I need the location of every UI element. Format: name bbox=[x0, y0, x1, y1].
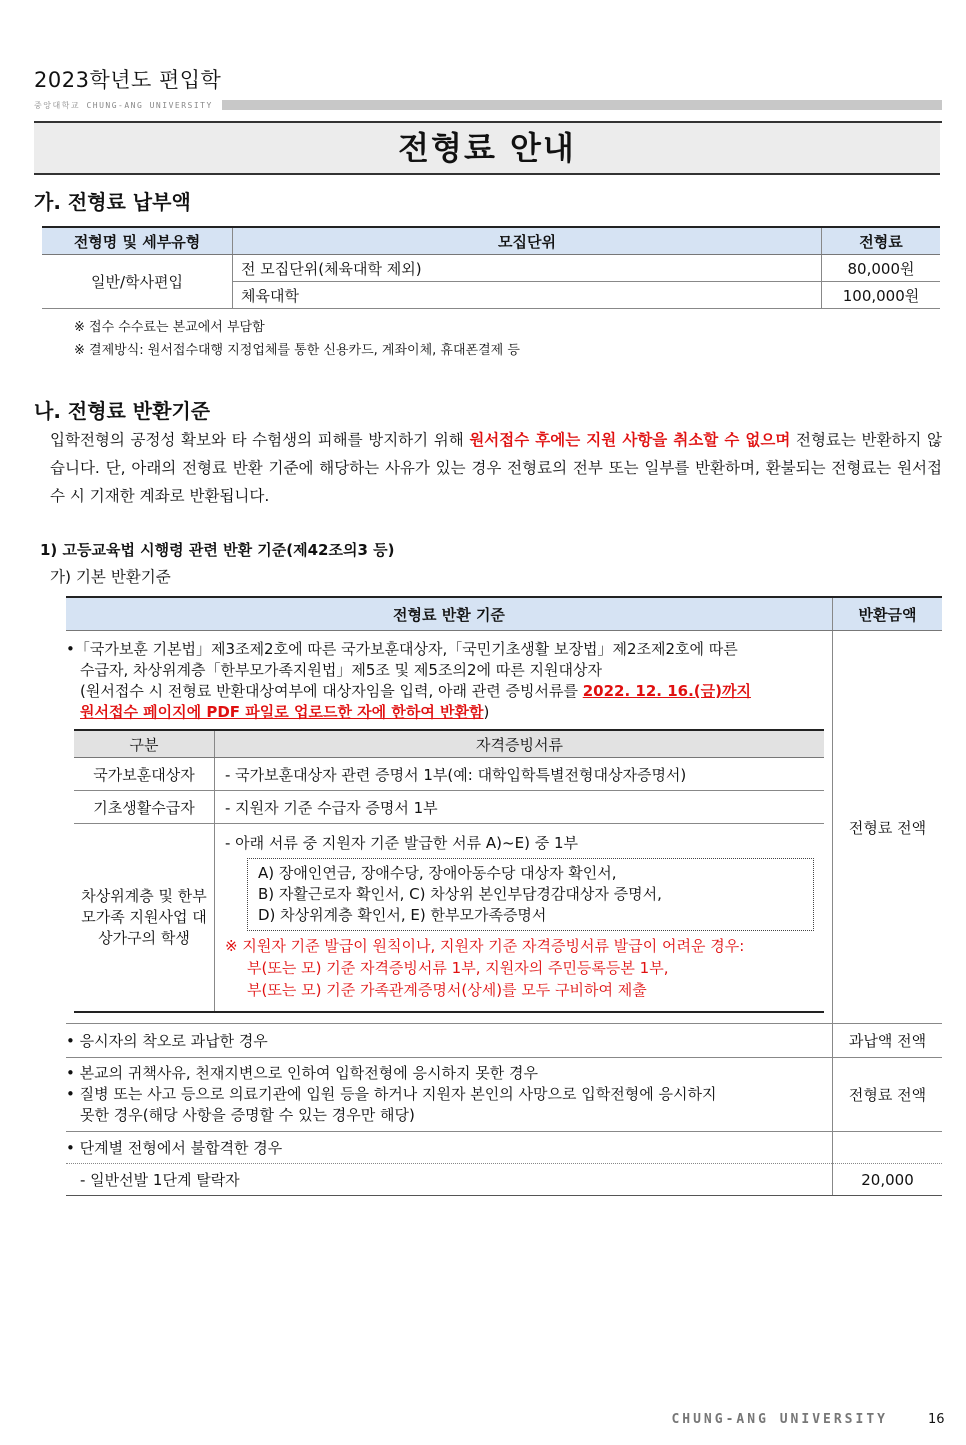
refund-paragraph: 입학전형의 공정성 확보와 타 수험생의 피해를 방지하기 위해 원서접수 후에는 지원 사항을 취소할 수 없으며 전형료는 반환하지 않습니다. 단, 아래의 전형료 반환 기준에 해당하는 사유가 있는 경우 전형료의 전부 또는 일부를 반환하며, 환불되는 전형료는 원서접수 시 기재한 계좌로 반환됩니다. bbox=[50, 431, 942, 505]
criteria-line: • 단계별 전형에서 불합격한 경우 bbox=[66, 1132, 833, 1164]
fee-table-header: 모집단위 bbox=[233, 227, 822, 255]
criteria-line: •「국가보훈 기본법」제3조제2호에 따른 국가보훈대상자,「국민기초생활 보장법」제2조제2호에 따른 bbox=[66, 640, 738, 658]
fee-amount: 100,000원 bbox=[822, 282, 941, 309]
fee-amount: 80,000원 bbox=[822, 255, 941, 282]
documents-table bbox=[74, 729, 824, 1013]
page-title: 전형료 안내 bbox=[34, 123, 940, 175]
documents-item: - 아래 서류 중 지원자 기준 발급한 서류 A)~E) 중 1부 bbox=[225, 834, 578, 852]
fee-table-header: 전형료 bbox=[822, 227, 941, 255]
documents-category: 국가보훈대상자 bbox=[74, 758, 215, 791]
criteria-line: 수급자, 차상위계층「한부모가족지원법」제5조 및 제5조의2에 따른 지원대상자 bbox=[80, 661, 602, 679]
section-b-heading: 나. 전형료 반환기준 bbox=[34, 399, 211, 423]
documents-category: 차상위계층 및 한부모가족 지원사업 대상가구의 학생 bbox=[74, 824, 215, 1013]
criteria-line: - 일반선발 1단계 탈락자 bbox=[66, 1164, 833, 1196]
documents-category: 기초생활수급자 bbox=[74, 791, 215, 824]
refund-amount: 과납액 전액 bbox=[833, 1024, 943, 1058]
refund-amount: 20,000 bbox=[833, 1164, 943, 1196]
documents-box: A) 장애인연금, 장애수당, 장애아동수당 대상자 확인서, B) 자활근로자 확인서, C) 차상위 본인부담경감대상자 증명서, D) 차상위계층 확인서, E) 한부모가족증명서 bbox=[247, 858, 814, 931]
refund-amount bbox=[833, 1132, 943, 1164]
header-bar bbox=[222, 100, 942, 110]
documents-item: - 국가보훈대상자 관련 증명서 1부(예: 대학입학특별전형대상자증명서) bbox=[215, 758, 825, 791]
fee-unit: 체육대학 bbox=[233, 282, 822, 309]
criteria-line: (원서접수 시 전형료 반환대상여부에 대상자임을 입력, 아래 관련 증빙서류를 2022. 12. 16.(금)까지 bbox=[80, 682, 751, 700]
note: ※ 결제방식: 원서접수대행 지정업체를 통한 신용카드, 계좌이체, 휴대폰결제 등 bbox=[74, 343, 520, 358]
university-logo-text: 중앙대학교 CHUNG-ANG UNIVERSITY bbox=[34, 101, 213, 110]
criteria-line: 못한 경우(해당 사항을 증명할 수 있는 경우만 해당) bbox=[80, 1106, 415, 1124]
fee-table-header: 전형명 및 세부유형 bbox=[42, 227, 233, 255]
criteria-line: • 응시자의 착오로 과납한 경우 bbox=[66, 1024, 833, 1058]
subsection-subtitle: 가) 기본 반환기준 bbox=[50, 568, 171, 586]
page-number: 16 bbox=[928, 1412, 945, 1427]
criteria-line: • 본교의 귀책사유, 천재지변으로 인하여 입학전형에 응시하지 못한 경우 bbox=[66, 1064, 538, 1082]
documents-header: 자격증빙서류 bbox=[215, 730, 825, 758]
note: ※ 접수 수수료는 본교에서 부담함 bbox=[74, 320, 265, 335]
subsection-title: 1) 고등교육법 시행령 관련 반환 기준(제42조의3 등) bbox=[40, 541, 395, 559]
fee-unit: 전 모집단위(체육대학 제외) bbox=[233, 255, 822, 282]
refund-table bbox=[66, 596, 942, 1196]
refund-table-header: 반환금액 bbox=[833, 597, 943, 631]
footer-university: CHUNG-ANG UNIVERSITY bbox=[671, 1412, 888, 1427]
fee-table bbox=[42, 226, 940, 309]
documents-header: 구분 bbox=[74, 730, 215, 758]
refund-amount: 전형료 전액 bbox=[833, 631, 943, 1024]
refund-amount: 전형료 전액 bbox=[833, 1058, 943, 1132]
documents-item: - 지원자 기준 수급자 증명서 1부 bbox=[215, 791, 825, 824]
refund-table-header: 전형료 반환 기준 bbox=[66, 597, 833, 631]
criteria-line: • 질병 또는 사고 등으로 의료기관에 입원 등을 하거나 지원자 본인의 사망으로 입학전형에 응시하지 bbox=[66, 1085, 717, 1103]
fee-type: 일반/학사편입 bbox=[42, 255, 233, 309]
section-a-heading: 가. 전형료 납부액 bbox=[34, 190, 191, 214]
year-title: 2023학년도 편입학 bbox=[34, 68, 222, 92]
criteria-line: 원서접수 페이지에 PDF 파일로 업로드한 자에 한하여 반환함) bbox=[80, 703, 490, 721]
documents-warning: ※ 지원자 기준 발급이 원칙이나, 지원자 기준 자격증빙서류 발급이 어려운 경우: 부(또는 모) 기준 자격증빙서류 1부, 지원자의 주민등록등본 1부, 부(또는 모) 기준 가족관계증명서(상세)를 모두 구비하여 제출 bbox=[225, 937, 745, 999]
